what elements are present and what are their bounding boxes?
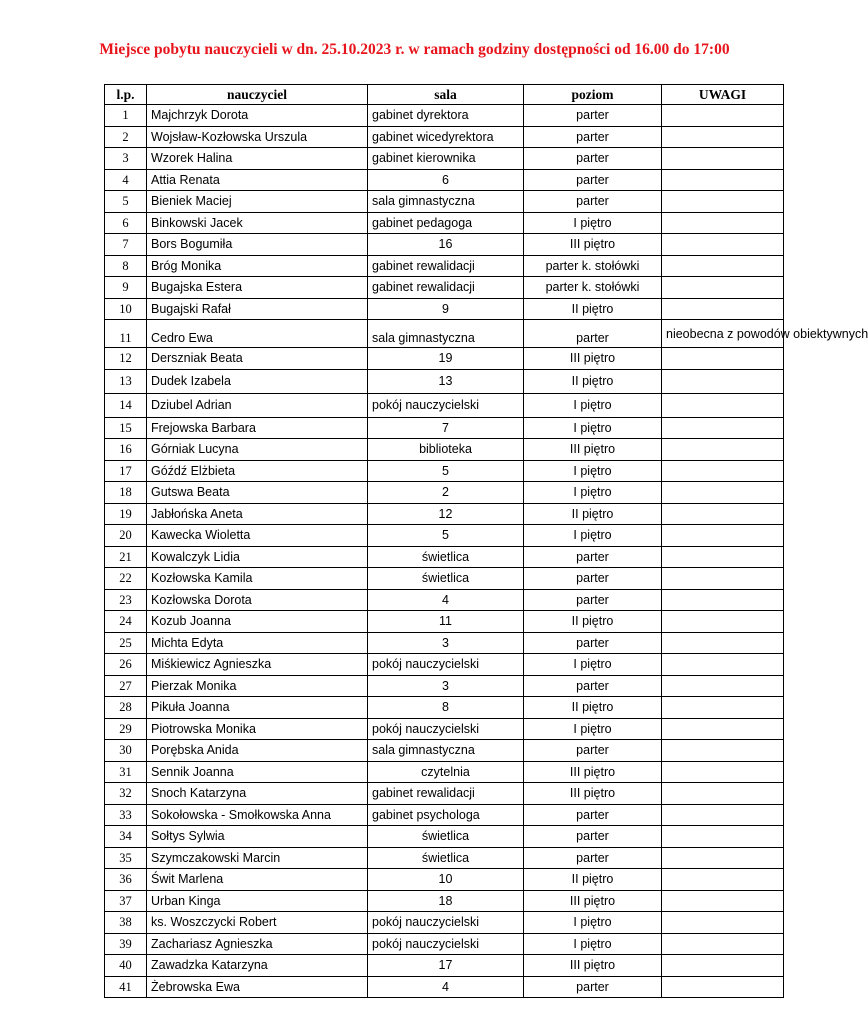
row-notes (662, 546, 784, 568)
table-header-row (105, 85, 784, 105)
table-row (105, 933, 784, 955)
table-row (105, 546, 784, 568)
row-level: parter (524, 148, 662, 170)
row-number: 29 (105, 718, 147, 740)
row-number: 31 (105, 761, 147, 783)
row-teacher: Cedro Ewa (147, 320, 368, 348)
row-number: 9 (105, 277, 147, 299)
row-notes (662, 697, 784, 719)
row-teacher: Górniak Lucyna (147, 439, 368, 461)
row-room: świetlica (368, 546, 524, 568)
row-room: 8 (368, 697, 524, 719)
header-room: sala (368, 85, 524, 105)
row-notes (662, 417, 784, 439)
row-number: 13 (105, 369, 147, 393)
row-room: 10 (368, 869, 524, 891)
row-notes (662, 148, 784, 170)
row-teacher: Urban Kinga (147, 890, 368, 912)
row-notes (662, 482, 784, 504)
row-number: 7 (105, 234, 147, 256)
row-notes (662, 675, 784, 697)
row-teacher: Pierzak Monika (147, 675, 368, 697)
table-row (105, 148, 784, 170)
row-number: 40 (105, 955, 147, 977)
row-number: 34 (105, 826, 147, 848)
table-row (105, 568, 784, 590)
row-level: II piętro (524, 611, 662, 633)
row-notes (662, 976, 784, 998)
row-level: parter (524, 826, 662, 848)
row-notes (662, 589, 784, 611)
header-level: poziom (524, 85, 662, 105)
row-room: pokój nauczycielski (368, 393, 524, 417)
row-room: 7 (368, 417, 524, 439)
row-teacher: Porębska Anida (147, 740, 368, 762)
table-row (105, 417, 784, 439)
row-room: świetlica (368, 826, 524, 848)
row-level: parter (524, 320, 662, 348)
row-number: 23 (105, 589, 147, 611)
row-room: sala gimnastyczna (368, 320, 524, 348)
row-level: I piętro (524, 393, 662, 417)
row-notes (662, 912, 784, 934)
row-number: 5 (105, 191, 147, 213)
row-room: sala gimnastyczna (368, 740, 524, 762)
table-row (105, 439, 784, 461)
row-room: pokój nauczycielski (368, 718, 524, 740)
header-teacher: nauczyciel (147, 85, 368, 105)
row-teacher: Bors Bogumiła (147, 234, 368, 256)
row-number: 17 (105, 460, 147, 482)
row-level: parter (524, 546, 662, 568)
table-row (105, 632, 784, 654)
row-teacher: Piotrowska Monika (147, 718, 368, 740)
row-number: 35 (105, 847, 147, 869)
row-room: 6 (368, 169, 524, 191)
row-room: 18 (368, 890, 524, 912)
row-level: I piętro (524, 933, 662, 955)
row-level: II piętro (524, 369, 662, 393)
table-row (105, 847, 784, 869)
row-level: parter (524, 169, 662, 191)
row-notes (662, 933, 784, 955)
row-room: 16 (368, 234, 524, 256)
row-room: 5 (368, 525, 524, 547)
row-level: parter (524, 568, 662, 590)
row-notes (662, 234, 784, 256)
row-notes (662, 277, 784, 299)
row-room: gabinet rewalidacji (368, 255, 524, 277)
row-notes (662, 525, 784, 547)
row-number: 37 (105, 890, 147, 912)
row-room: pokój nauczycielski (368, 933, 524, 955)
row-notes (662, 890, 784, 912)
row-notes (662, 804, 784, 826)
row-level: parter k. stołówki (524, 255, 662, 277)
row-level: parter (524, 740, 662, 762)
row-number: 20 (105, 525, 147, 547)
row-level: III piętro (524, 439, 662, 461)
row-level: parter k. stołówki (524, 277, 662, 299)
table-row (105, 611, 784, 633)
row-level: parter (524, 976, 662, 998)
row-notes (662, 654, 784, 676)
row-notes (662, 298, 784, 320)
row-room: 4 (368, 589, 524, 611)
row-room: biblioteka (368, 439, 524, 461)
row-number: 3 (105, 148, 147, 170)
row-number: 30 (105, 740, 147, 762)
row-teacher: Żebrowska Ewa (147, 976, 368, 998)
row-teacher: Zawadzka Katarzyna (147, 955, 368, 977)
row-level: II piętro (524, 697, 662, 719)
row-number: 15 (105, 417, 147, 439)
row-teacher: Bieniek Maciej (147, 191, 368, 213)
row-room: 3 (368, 632, 524, 654)
row-level: II piętro (524, 869, 662, 891)
header-notes: UWAGI (662, 85, 784, 105)
table-row (105, 826, 784, 848)
row-notes (662, 503, 784, 525)
row-teacher: Bróg Monika (147, 255, 368, 277)
row-notes: nieobecna z powodów obiektywnych (662, 320, 784, 348)
row-room: gabinet kierownika (368, 148, 524, 170)
header-lp: l.p. (105, 85, 147, 105)
row-teacher: Kozłowska Kamila (147, 568, 368, 590)
row-notes (662, 761, 784, 783)
row-room: gabinet psychologa (368, 804, 524, 826)
row-number: 2 (105, 126, 147, 148)
row-teacher: Sokołowska - Smołkowska Anna (147, 804, 368, 826)
row-notes (662, 847, 784, 869)
row-teacher: Zachariasz Agnieszka (147, 933, 368, 955)
table-row (105, 869, 784, 891)
row-level: parter (524, 675, 662, 697)
row-teacher: Świt Marlena (147, 869, 368, 891)
row-notes (662, 255, 784, 277)
row-teacher: Gutswa Beata (147, 482, 368, 504)
row-room: 12 (368, 503, 524, 525)
row-number: 1 (105, 105, 147, 127)
table-row (105, 804, 784, 826)
row-room: gabinet pedagoga (368, 212, 524, 234)
row-number: 12 (105, 348, 147, 370)
row-number: 22 (105, 568, 147, 590)
row-level: I piętro (524, 654, 662, 676)
row-room: 13 (368, 369, 524, 393)
row-room: 4 (368, 976, 524, 998)
row-notes (662, 826, 784, 848)
row-notes (662, 191, 784, 213)
row-level: I piętro (524, 718, 662, 740)
table-row (105, 320, 784, 348)
table-row (105, 482, 784, 504)
row-room: czytelnia (368, 761, 524, 783)
table-row (105, 460, 784, 482)
table-row (105, 298, 784, 320)
table-row (105, 393, 784, 417)
table-row (105, 912, 784, 934)
row-teacher: Góźdź Elżbieta (147, 460, 368, 482)
row-number: 21 (105, 546, 147, 568)
row-teacher: Sołtys Sylwia (147, 826, 368, 848)
row-teacher: Wzorek Halina (147, 148, 368, 170)
row-teacher: Jabłońska Aneta (147, 503, 368, 525)
row-room: 5 (368, 460, 524, 482)
row-notes (662, 105, 784, 127)
row-number: 6 (105, 212, 147, 234)
row-level: parter (524, 191, 662, 213)
row-teacher: Bugajska Estera (147, 277, 368, 299)
row-room: gabinet rewalidacji (368, 277, 524, 299)
row-room: 9 (368, 298, 524, 320)
row-level: I piętro (524, 212, 662, 234)
row-number: 27 (105, 675, 147, 697)
table-row (105, 718, 784, 740)
row-notes (662, 126, 784, 148)
row-room: świetlica (368, 847, 524, 869)
table-row (105, 369, 784, 393)
row-room: 19 (368, 348, 524, 370)
row-notes (662, 568, 784, 590)
row-level: parter (524, 126, 662, 148)
row-number: 38 (105, 912, 147, 934)
table-row (105, 890, 784, 912)
row-number: 26 (105, 654, 147, 676)
row-number: 14 (105, 393, 147, 417)
row-room: sala gimnastyczna (368, 191, 524, 213)
row-level: parter (524, 804, 662, 826)
row-number: 4 (105, 169, 147, 191)
row-teacher: Majchrzyk Dorota (147, 105, 368, 127)
row-teacher: Binkowski Jacek (147, 212, 368, 234)
row-number: 11 (105, 320, 147, 348)
row-room: pokój nauczycielski (368, 654, 524, 676)
row-teacher: Michta Edyta (147, 632, 368, 654)
row-number: 32 (105, 783, 147, 805)
row-teacher: Attia Renata (147, 169, 368, 191)
row-level: parter (524, 847, 662, 869)
row-teacher: Pikuła Joanna (147, 697, 368, 719)
table-row (105, 277, 784, 299)
row-number: 8 (105, 255, 147, 277)
row-level: I piętro (524, 525, 662, 547)
table-row (105, 234, 784, 256)
row-notes (662, 955, 784, 977)
row-number: 41 (105, 976, 147, 998)
row-level: parter (524, 589, 662, 611)
table-row (105, 255, 784, 277)
row-number: 25 (105, 632, 147, 654)
row-teacher: Frejowska Barbara (147, 417, 368, 439)
row-number: 16 (105, 439, 147, 461)
row-number: 39 (105, 933, 147, 955)
row-notes (662, 369, 784, 393)
row-room: gabinet rewalidacji (368, 783, 524, 805)
row-notes (662, 869, 784, 891)
table-row (105, 675, 784, 697)
row-room: gabinet dyrektora (368, 105, 524, 127)
table-row (105, 783, 784, 805)
table-row (105, 348, 784, 370)
table-row (105, 169, 784, 191)
row-teacher: Szymczakowski Marcin (147, 847, 368, 869)
row-room: 11 (368, 611, 524, 633)
row-notes (662, 460, 784, 482)
row-teacher: Kozłowska Dorota (147, 589, 368, 611)
table-body (105, 105, 868, 998)
row-number: 24 (105, 611, 147, 633)
row-level: III piętro (524, 348, 662, 370)
row-notes (662, 783, 784, 805)
row-number: 36 (105, 869, 147, 891)
row-level: I piętro (524, 482, 662, 504)
row-teacher: Dziubel Adrian (147, 393, 368, 417)
row-teacher: Kowalczyk Lidia (147, 546, 368, 568)
table-row (105, 589, 784, 611)
row-notes (662, 348, 784, 370)
row-level: II piętro (524, 298, 662, 320)
row-room: 2 (368, 482, 524, 504)
table-row (105, 503, 784, 525)
row-notes (662, 740, 784, 762)
row-number: 18 (105, 482, 147, 504)
row-teacher: Dudek Izabela (147, 369, 368, 393)
row-teacher: ks. Woszczycki Robert (147, 912, 368, 934)
row-notes (662, 212, 784, 234)
row-level: III piętro (524, 890, 662, 912)
row-teacher: Sennik Joanna (147, 761, 368, 783)
row-level: I piętro (524, 460, 662, 482)
row-level: parter (524, 632, 662, 654)
row-teacher: Wojsław-Kozłowska Urszula (147, 126, 368, 148)
row-teacher: Snoch Katarzyna (147, 783, 368, 805)
row-notes (662, 718, 784, 740)
table-row (105, 740, 784, 762)
row-teacher: Bugajski Rafał (147, 298, 368, 320)
row-room: 3 (368, 675, 524, 697)
row-teacher: Miśkiewicz Agnieszka (147, 654, 368, 676)
row-level: II piętro (524, 503, 662, 525)
table-row (105, 126, 784, 148)
table-row (105, 212, 784, 234)
row-room: pokój nauczycielski (368, 912, 524, 934)
document-title: Miejsce pobytu nauczycieli w dn. 25.10.2023 r. w ramach godziny dostępności od 16.00 do 17:00 (99, 41, 730, 58)
row-level: III piętro (524, 761, 662, 783)
row-teacher: Derszniak Beata (147, 348, 368, 370)
row-notes (662, 169, 784, 191)
row-notes (662, 393, 784, 417)
row-number: 33 (105, 804, 147, 826)
row-room: 17 (368, 955, 524, 977)
row-level: I piętro (524, 912, 662, 934)
row-level: I piętro (524, 417, 662, 439)
row-number: 10 (105, 298, 147, 320)
table-row (105, 955, 784, 977)
row-teacher: Kawecka Wioletta (147, 525, 368, 547)
row-room: gabinet wicedyrektora (368, 126, 524, 148)
teacher-table (104, 84, 868, 998)
table-row (105, 976, 784, 998)
table-row (105, 191, 784, 213)
row-level: III piętro (524, 234, 662, 256)
table-row (105, 654, 784, 676)
row-level: III piętro (524, 783, 662, 805)
row-number: 28 (105, 697, 147, 719)
row-notes (662, 439, 784, 461)
row-number: 19 (105, 503, 147, 525)
row-level: III piętro (524, 955, 662, 977)
row-level: parter (524, 105, 662, 127)
table-row (105, 761, 784, 783)
table-row (105, 697, 784, 719)
table-row (105, 525, 784, 547)
table-row (105, 105, 784, 127)
row-teacher: Kozub Joanna (147, 611, 368, 633)
row-notes (662, 611, 784, 633)
row-room: świetlica (368, 568, 524, 590)
row-notes (662, 632, 784, 654)
